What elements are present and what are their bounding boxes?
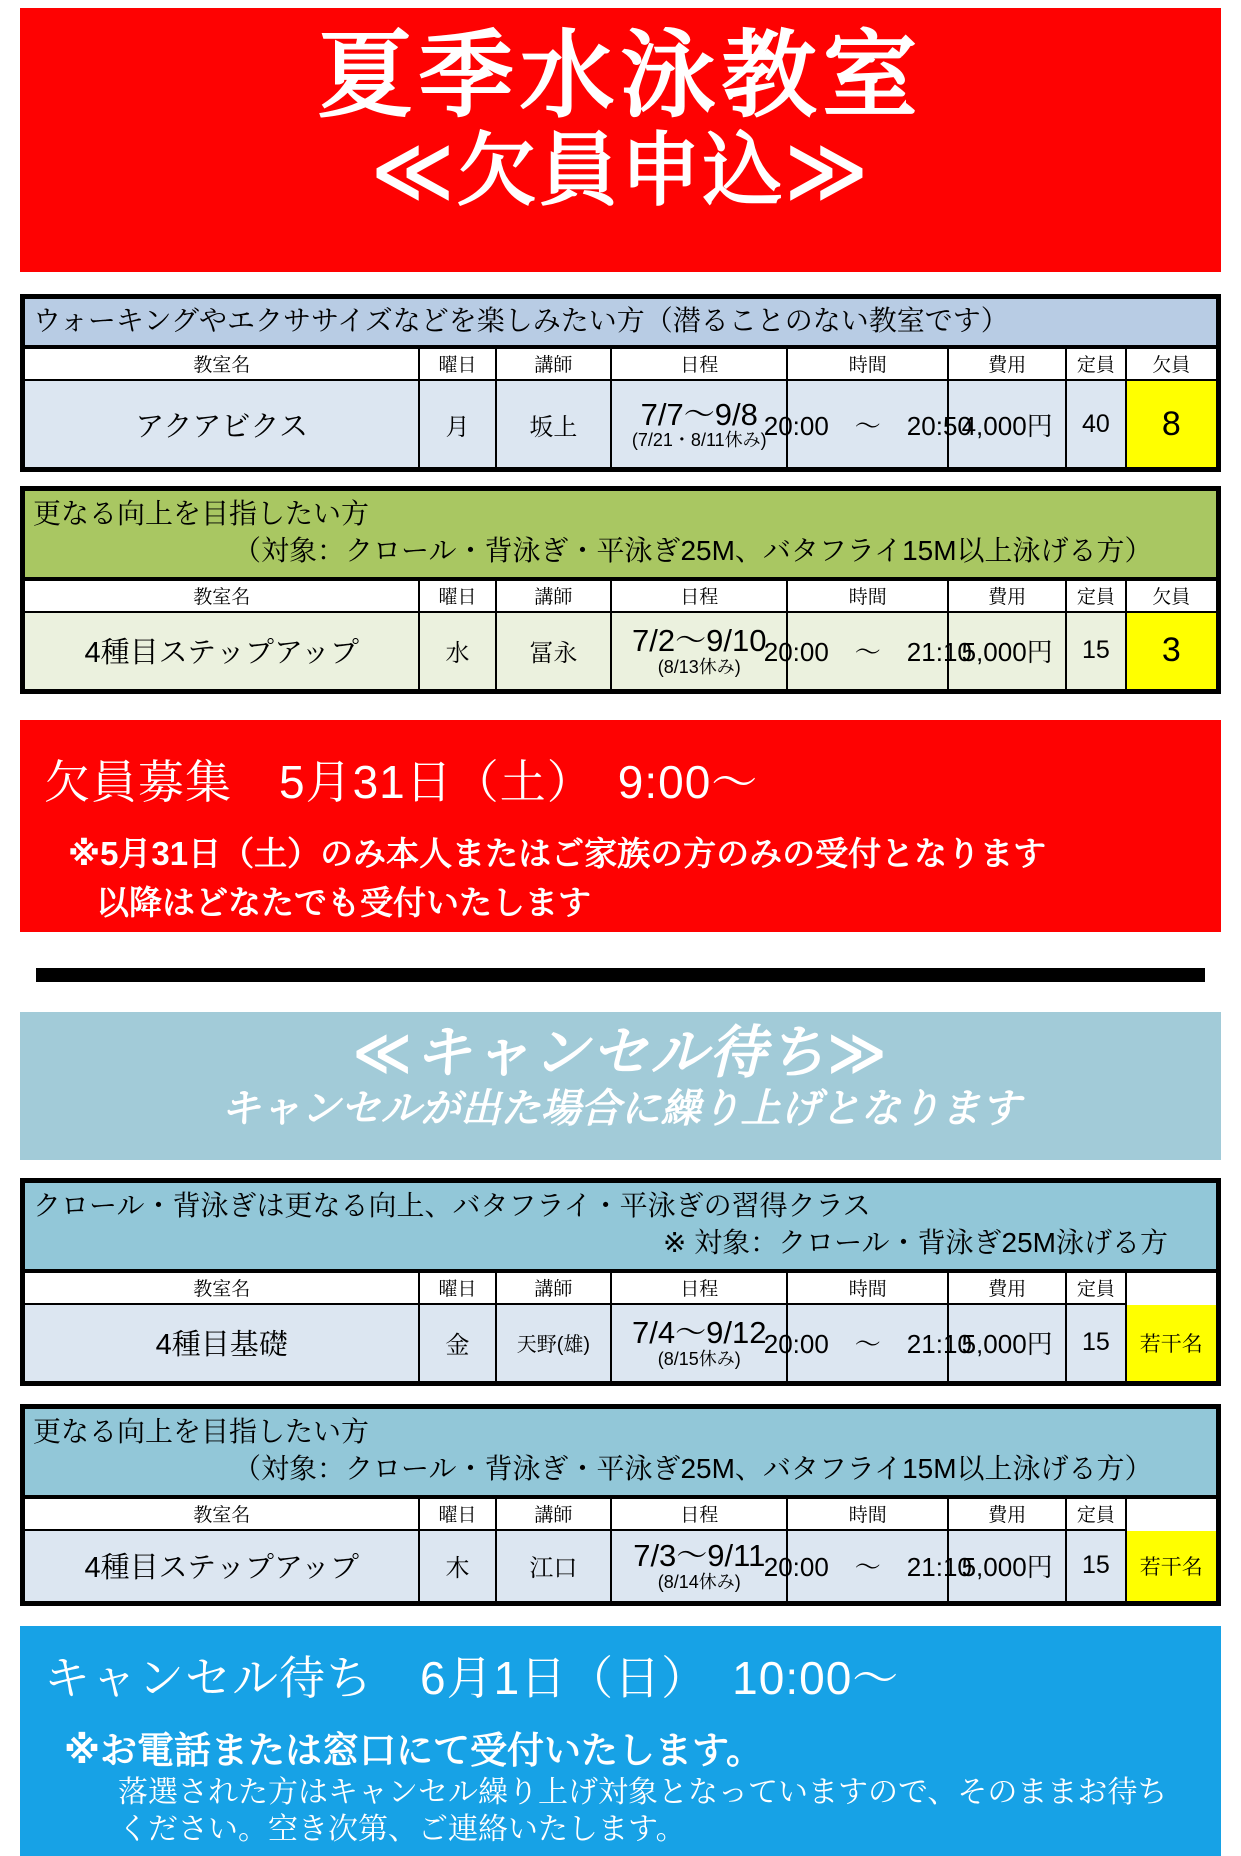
schedule-range: 7/7～9/8 xyxy=(640,396,758,432)
class-vacancy: 若干名 xyxy=(1127,1531,1216,1601)
class-time: 20:00 ～ 21:10 xyxy=(788,613,949,689)
col-header-schedule: 日程 xyxy=(612,1499,788,1531)
col-header-class: 教室名 xyxy=(25,349,420,381)
class-name: アクアビクス xyxy=(25,381,420,467)
flyer-page xyxy=(0,8,1241,1847)
col-header-day: 曜日 xyxy=(420,1273,496,1305)
col-header-day: 曜日 xyxy=(420,1499,496,1531)
class-name: 4種目基礎 xyxy=(25,1305,420,1381)
table-header-row xyxy=(25,349,1216,381)
col-header-class: 教室名 xyxy=(25,581,420,613)
cancel-note-line3: ください。空き次第、ご連絡いたします。 xyxy=(118,1813,686,1847)
table-header-row xyxy=(25,581,1216,613)
schedule-range: 7/3～9/11 xyxy=(633,1538,766,1574)
class-vacancy: 3 xyxy=(1127,613,1216,689)
cancel-wait-banner xyxy=(20,1012,1221,1160)
col-header-capacity: 定員 xyxy=(1067,581,1127,613)
class-vacancy: 若干名 xyxy=(1127,1305,1216,1381)
class-day: 水 xyxy=(420,613,496,689)
table-header-row xyxy=(25,1273,1216,1305)
col-header-teacher: 講師 xyxy=(497,349,613,381)
schedule-range: 7/2～9/10 xyxy=(632,623,767,659)
class-capacity: 15 xyxy=(1067,613,1127,689)
col-header-class: 教室名 xyxy=(25,1273,420,1305)
band-text-line2: （対象：クロール・背泳ぎ・平泳ぎ25M、バタフライ15M以上泳げる方） xyxy=(233,1452,1153,1484)
col-header-fee: 費用 xyxy=(949,1273,1067,1305)
cancel-wait-notice xyxy=(20,1626,1221,1856)
band-text-line2: （対象：クロール・背泳ぎ・平泳ぎ25M、バタフライ15M以上泳げる方） xyxy=(233,534,1153,566)
table-row xyxy=(25,1305,1216,1381)
class-day: 月 xyxy=(420,381,496,467)
vacancy-date-line: 欠員募集 5月31日（土） 9:00～ xyxy=(44,755,759,808)
page-title: 夏季水泳教室 xyxy=(317,23,924,129)
class-name: 4種目ステップアップ xyxy=(25,1531,420,1601)
title-banner xyxy=(20,8,1221,272)
col-header-vacancy xyxy=(1127,1273,1216,1305)
band-text-line1: クロール・背泳ぎは更なる向上、バタフライ・平泳ぎの習得クラス xyxy=(33,1189,871,1221)
band-text-line1: 更なる向上を目指したい方 xyxy=(33,1415,370,1447)
class-table-aquabics xyxy=(20,294,1221,472)
table-band xyxy=(25,1409,1216,1499)
schedule-holidays: (7/21・8/11休み) xyxy=(631,430,767,451)
table-row xyxy=(25,381,1216,467)
cancel-wait-title: ≪キャンセル待ち≫ xyxy=(352,1020,889,1085)
vacancy-note-line1: ※5月31日（土）のみ本人またはご家族の方のみの受付となります xyxy=(68,834,1047,872)
class-day: 木 xyxy=(420,1531,496,1601)
table-band xyxy=(25,1183,1216,1273)
class-table-stepup-thu xyxy=(20,1404,1221,1606)
class-schedule xyxy=(612,381,788,467)
schedule-holidays: (8/15休み) xyxy=(657,1348,741,1369)
schedule-holidays: (8/14休み) xyxy=(657,1571,741,1592)
cancel-wait-subtitle: キャンセルが出た場合に繰り上げとなります xyxy=(220,1086,1021,1131)
band-text-line2: ※ 対象：クロール・背泳ぎ25M泳げる方 xyxy=(662,1226,1168,1258)
class-teacher: 冨永 xyxy=(497,613,613,689)
class-teacher: 江口 xyxy=(497,1531,613,1601)
table-row xyxy=(25,613,1216,689)
col-header-schedule: 日程 xyxy=(612,1273,788,1305)
col-header-day: 曜日 xyxy=(420,349,496,381)
vacancy-note-line2: 以降はどなたでも受付いたします xyxy=(96,883,591,921)
page-subtitle: ≪欠員申込≫ xyxy=(370,125,871,215)
col-header-time: 時間 xyxy=(788,581,949,613)
class-time: 20:00 ～ 21:10 xyxy=(788,1305,949,1381)
schedule-holidays: (8/13休み) xyxy=(657,656,741,677)
cancel-date-line: キャンセル待ち 6月1日（日） 10:00～ xyxy=(44,1651,900,1704)
col-header-vacancy xyxy=(1127,1499,1216,1531)
col-header-day: 曜日 xyxy=(420,581,496,613)
col-header-fee: 費用 xyxy=(949,581,1067,613)
col-header-vacancy: 欠員 xyxy=(1127,349,1216,381)
col-header-schedule: 日程 xyxy=(612,349,788,381)
class-time: 20:00 ～ 20:50 xyxy=(788,381,949,467)
cancel-note-line2: 落選された方はキャンセル繰り上げ対象となっていますので、そのままお待ち xyxy=(118,1775,1168,1809)
col-header-schedule: 日程 xyxy=(612,581,788,613)
vacancy-recruit-notice xyxy=(20,720,1221,932)
class-fee: 4,000円 xyxy=(949,381,1067,467)
class-fee: 5,000円 xyxy=(949,613,1067,689)
col-header-teacher: 講師 xyxy=(497,1273,613,1305)
table-band xyxy=(25,491,1216,581)
col-header-vacancy: 欠員 xyxy=(1127,581,1216,613)
class-capacity: 15 xyxy=(1067,1531,1127,1601)
col-header-time: 時間 xyxy=(788,1273,949,1305)
class-name: 4種目ステップアップ xyxy=(25,613,420,689)
col-header-teacher: 講師 xyxy=(497,1499,613,1531)
class-vacancy: 8 xyxy=(1127,381,1216,467)
class-fee: 5,000円 xyxy=(949,1305,1067,1381)
section-divider xyxy=(36,968,1205,982)
col-header-capacity: 定員 xyxy=(1067,349,1127,381)
class-teacher: 天野(雄) xyxy=(497,1305,613,1381)
col-header-fee: 費用 xyxy=(949,1499,1067,1531)
band-text: ウォーキングやエクササイズなどを楽しみたい方（潜ることのない教室です） xyxy=(33,304,1009,336)
schedule-range: 7/4～9/12 xyxy=(632,1315,767,1351)
col-header-time: 時間 xyxy=(788,1499,949,1531)
class-fee: 5,000円 xyxy=(949,1531,1067,1601)
table-row xyxy=(25,1531,1216,1601)
class-table-stepup-wed xyxy=(20,486,1221,694)
col-header-time: 時間 xyxy=(788,349,949,381)
class-schedule xyxy=(612,1305,788,1381)
class-capacity: 40 xyxy=(1067,381,1127,467)
col-header-capacity: 定員 xyxy=(1067,1499,1127,1531)
table-band xyxy=(25,299,1216,349)
table-header-row xyxy=(25,1499,1216,1531)
class-table-basics xyxy=(20,1178,1221,1386)
class-teacher: 坂上 xyxy=(497,381,613,467)
col-header-fee: 費用 xyxy=(949,349,1067,381)
class-time: 20:00 ～ 21:10 xyxy=(788,1531,949,1601)
class-schedule xyxy=(612,613,788,689)
col-header-teacher: 講師 xyxy=(497,581,613,613)
col-header-capacity: 定員 xyxy=(1067,1273,1127,1305)
class-day: 金 xyxy=(420,1305,496,1381)
col-header-class: 教室名 xyxy=(25,1499,420,1531)
class-capacity: 15 xyxy=(1067,1305,1127,1381)
cancel-note-line1: ※お電話または窓口にて受付いたします。 xyxy=(64,1729,764,1771)
band-text-line1: 更なる向上を目指したい方 xyxy=(33,498,370,529)
class-schedule xyxy=(612,1531,788,1601)
